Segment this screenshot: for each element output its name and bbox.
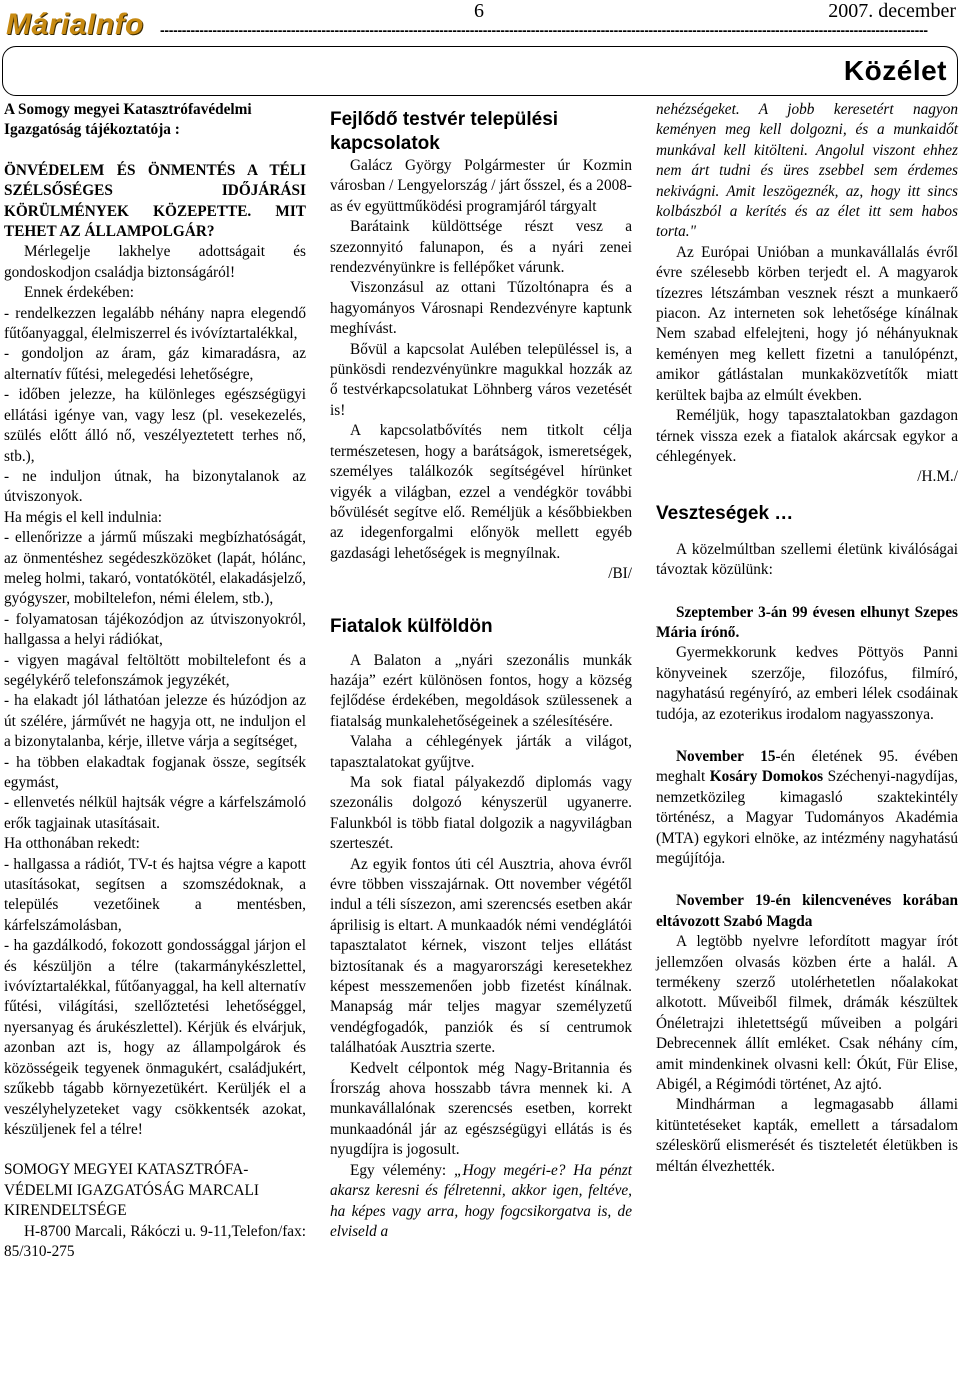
paragraph: Ha mégis el kell indulnia: [4,508,163,526]
list-item: - ellenvetés nélkül hajtsák végre a kárfelszámoló erők tagjainak utasításait. [4,794,306,832]
paragraph: Reméljük, hogy tapasztalatokban gazdagon térnek vissza ezek a fiatalok akárcsak egykor a céhlegények. [656,407,958,465]
list-item: - folyamatosan tájékozódjon az útviszonyokról, hallgassa a helyi rádiókat, [4,610,306,649]
paragraph: Az Európai Unióban a munkavállalás évről évre szélesebb körben terjedt el. A magyarok tízezres létszámban vesznek részt a munkaerő piacon. Az interneten sok lehetősége kínálnak Nem szabad elfelejteni, hogy jó néhányuknak keményen meg kellett fizetni a tanulópénzt, amikor gátlástalan munkaközvetítők miatt kerültek bajba az elmúlt években. [656,243,958,404]
column-middle [330,100,632,1242]
signature-address: H-8700 Marcali, Rákóczi u. 9-11,Telefon/fax: 85/310-275 [4,1222,306,1260]
article-title: Veszteségek … [656,502,794,524]
page-number: 6 [474,0,484,22]
paragraph: A legtöbb nyelvre lefordított magyar írót jellemzően olvasás közben érte a halál. A termékeny szerző utolérhetetlen nőalakokat alkotott. Műveiből filmek, drámák készültek Ónéletrajzi ihletettségű műveiben a polgári Debrecennek állít emléket. Csak néhány cím, amit mindenkinek olvasni kell: Ókút, Für Elise, Abigél, a Régimódi történet, Az ajtó. [656,933,958,1094]
header-rule: -------------------------------------------------------------------------------------------------------------------------------------------------------------------------------- [160,24,928,36]
paragraph: Mérlegelje lakhelye adottságait és gondoskodjon családja biztonságáról! [4,243,306,281]
column-right [656,100,958,1177]
list-item: - ha gazdálkodó, fokozott gondossággal járjon el és készüljön a télre (takarmánykészlettel, ivóvíztartalékkal, fűtőanyaggal, ha kell alternatív fűtési, világítási, szellőztetési lehetőséggel, nyersanyag és árukészlettel). Kérjük és elvárjuk, azonban azt is, hogy az állampolgárok és közösségeik tegyenek önmagukért, családjukért, szűkebb tágabb környezetükért. Kerüljék el a veszélyhelyzeteket vagy csökkentsék azokat, készüljenek fel a télre! [4,937,306,1138]
list-item: - rendelkezzen legalább néhány napra elegendő fűtőanyaggal, élelmiszerrel és ivóvíztartalékkal, [4,304,306,343]
list-item: - ha elakadt jól láthatóan jelezze és húzódjon az út szélére, járművét ne hagyja ott, ne induljon el a bizonytalanba, kérje, illetve várja a segítséget, [4,692,306,751]
quote-text: „Hogy megéri-e? Ha pénzt akarsz keresni és félretenni, akkor igen, feltéve, ha képes vagy arra, hogy fogcsikorgatva is, de elviseld a [330,1161,632,1240]
obituary-heading: November 19-én kilencvenéves korában eltávozott Szabó Magda [656,892,958,930]
paragraph: Ennek érdekében: [24,284,134,302]
article-title: Fejlődő testvér települési kapcsolatok [330,109,559,154]
list-item: - időben jelezze, ha különleges egészségügyi ellátási igénye van, vagy lesz (pl. vesekezelés, szülés előtt álló nő, veszélyeztetett terhes nő, stb.), [4,386,306,465]
mariainfo-logo: MáriaInfo [6,8,144,41]
list-item: - gondoljon az áram, gáz kimaradásra, az alternatív fűtési, melegedési lehetőségre, [4,345,306,383]
paragraph: Bővül a kapcsolat Aulében településsel is, a pünkösdi rendezvényünkre magukkal hozzák az ő testvérkapcsolatukat Löhnberg város vezetését is! [330,340,632,419]
list-item: - vigyen magával feltöltött mobiltelefont és a segélykérő telefonszámok jegyzékét, [4,651,306,689]
list-item: - ha többen elakadtak fogjanak össze, segítsék egymást, [4,753,306,791]
paragraph: Gyermekkorunk kedves Pöttyös Panni könyveinek szerzője, filozófus, filmíró, nagyhatású regényíró, az emberi lélek csodáinak tudója, az ezoterikus irodalom nagyasszonya. [656,644,958,723]
paragraph: A kapcsolatbővítés nem titkolt célja természetesen, hogy a barátságok, ismeretségek, személyes találkozók segítségével hírünket vigyék a világban, ezzel a vendégkör további bővülését segítve elő. Reméljük a későbbiekben az idegenforgalmi előnyök mellett egyéb gazdasági lehetőségek is megnyílnak. [330,422,632,562]
section-title: Közélet [843,55,947,86]
obituary-name: Kosáry Domokos [709,768,824,786]
obituary-text: Széchenyi-nagydíjas, nemzetközileg kimagasló szaktekintély történész, a Magyar Tudományos Akadémia (MTA) egykori elnöke, az intézmény nagyhatású megújítója. [656,768,958,867]
quote-continuation: nehézségeket. A jobb keresetért nagyon keményen meg kell dolgozni, és a munkaidőt munkával kell kitölteni. Angolul viszont ehhez nem árt tudni és üres zsebbel sem érdemes nekivágni. Amit leszögeznék, az, hogy itt sincs kolbászból a kerítés és az élet itt sem habos torta." [656,101,958,241]
quote-paragraph [330,1161,632,1243]
list-item: - ne induljon útnak, ha bizonytalanok az útviszonyok. [4,467,306,506]
issue-date: 2007. december [828,0,956,22]
paragraph: Viszonzásul az ottani Tűzoltónapra és a hagyományos Városnapi Rendezvényre kaptunk meghívást. [330,279,632,338]
paragraph: Barátaink küldöttsége részt vesz a szezonnyitó falunapon, és a nyári zenei rendezvényünkre is fellépőket várunk. [330,218,632,277]
paragraph: Galácz György Polgármester úr Kozmin városban / Lengyelország / járt ősszel, és a 2008-as év együttműködési programjáról tárgyalt [330,157,632,215]
paragraph: A közelmúltban szellemi életünk kiválóságai távoztak közülünk: [656,540,958,579]
page-header [0,0,960,50]
section-banner [2,46,958,96]
signature-org: SOMOGY MEGYEI KATASZTRÓFA-VÉDELMI IGAZGATÓSÁG MARCALI KIRENDELTSÉGE [4,1161,259,1220]
quote-lead: Egy vélemény: [350,1161,454,1179]
list-item: - hallgassa a rádiót, TV-t és hajtsa végre a kapott utasításokat, segítsen a szomszédoknak, a település vezetőinek a mentésben, kárfelszámolásban, [4,855,306,934]
author-signature: /H.M./ [917,468,958,486]
list-item: - ellenőrizze a jármű műszaki megbízhatóságát, az önmentéshez segédeszközöket (lapát, hólánc, meleg holmi, takaró, vontatókötél, elakadásjelző, gyógyszer, mobiltelefon, némi élelem, stb.), [4,529,306,608]
article-intro: A Somogy megyei Katasztrófavédelmi Igazgatóság tájékoztatója : [4,101,252,139]
paragraph: Ha otthonában rekedt: [4,835,140,853]
paragraph: Az egyik fontos úti cél Ausztria, ahova évről évre többen visszajárnak. Ott november végétől indul a téli síszezon, ami szerencsés esetben akár áprilisig is eltart. A munkaadók némi vendéglátói tapasztalatot kérnek, viszont teljes ellátást biztosítanak és a magyarországi keresetekhez képest messzemenően jobb fizetést kínálnak. Manapság már teljes magyar személyzetű vendégfogadók, panziók és sí centrumok találhatóak Ausztria szerte. [330,855,632,1057]
author-signature: /BI/ [608,565,632,583]
obituary-heading: Szeptember 3-án 99 évesen elhunyt Szepes Mária írónő. [656,603,958,641]
article-title: Fiatalok külföldön [330,615,493,637]
paragraph: Ma sok fiatal pályakezdő diplomás vagy szezonális dolgozó kényszerül ugyanerre. Falunkból is több fiatal dolgozik a nagyvilágban szerteszét. [330,773,632,853]
obituary-paragraph [656,747,958,869]
paragraph: Kedvelt célpontok még Nagy-Britannia és Írország ahova hosszabb távra mennek ki. A munkavállalónak szerencsés esetben, korrekt munkaadónál jár az egészségügyi ellátás is és nyugdíjra is jogosult. [330,1059,632,1159]
obituary-text: -én életének 95. évében meghalt [656,747,958,786]
article-headline: ÖNVÉDELEM ÉS ÖNMENTÉS A TÉLI SZÉLSŐSÉGES IDŐJÁRÁSI KÖRÜLMÉNYEK KÖZEPETTE. MIT TEHET AZ ÁLLAMPOLGÁR? [4,161,306,241]
column-left [4,100,306,1262]
obituary-date: November 15 [676,747,776,765]
paragraph: Valaha a céhlegények járták a világot, tapasztalatokat gyűjtve. [330,733,632,771]
paragraph: Mindhárman a legmagasabb állami kitüntetéseket kapták, emellett a társadalom széleskörű elismerését és tiszteletét életükben is méltán élvezhették. [656,1096,958,1175]
paragraph: A Balaton a „nyári szezonális munkák hazája” ezért különösen fontos, hogy a község fejlődése érdekében, megoldások szülessenek a fiatalság munkalehetőségeinek a szélesítésére. [330,651,632,730]
